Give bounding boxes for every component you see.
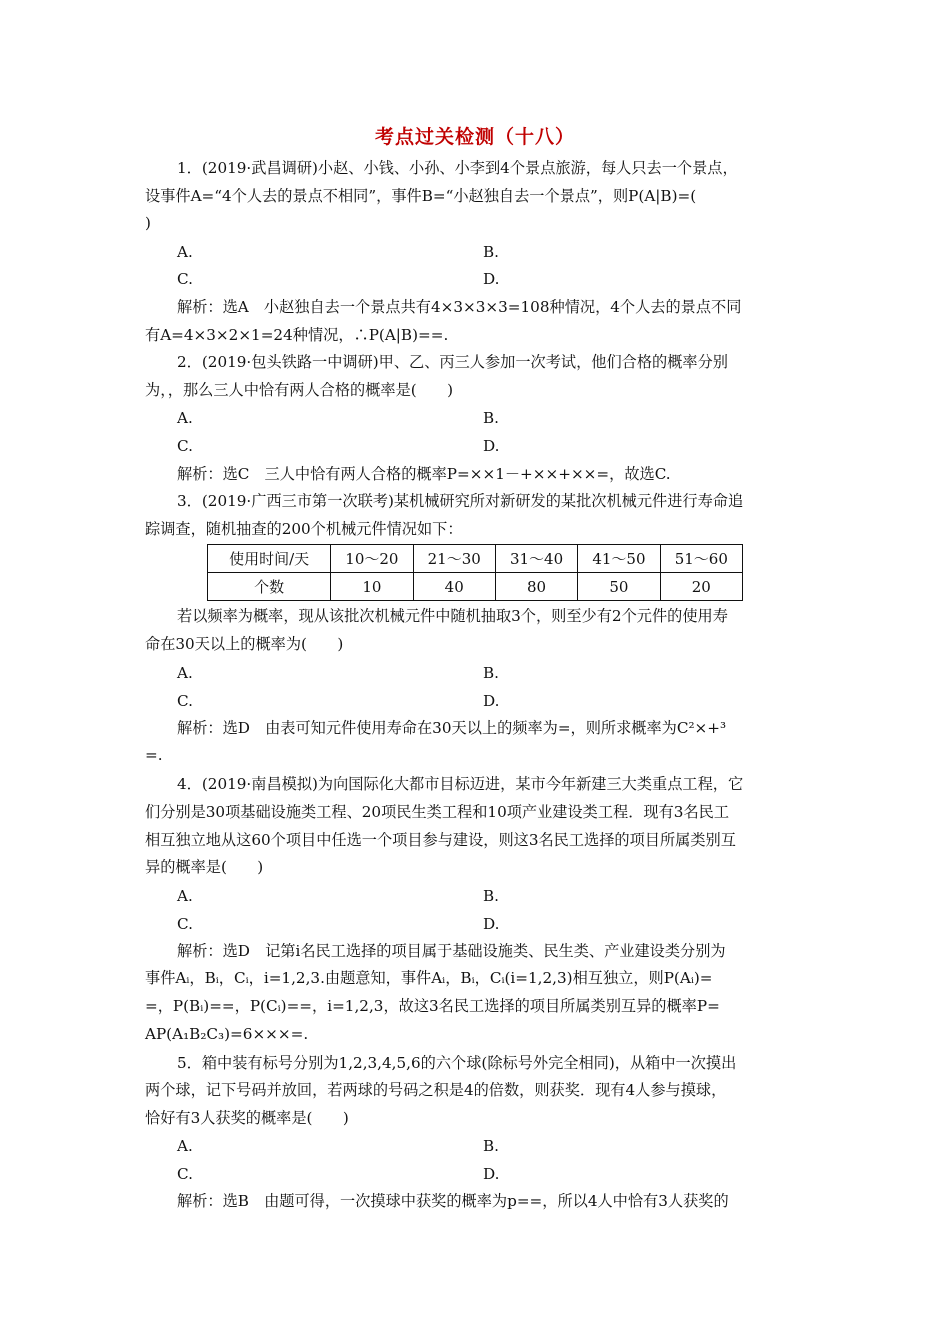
q4-stem-line-4: 异的概率是( ): [145, 858, 264, 876]
q5-option-d: D.: [483, 1165, 500, 1183]
table-cell: 21～30: [413, 545, 495, 573]
q1-option-a: A.: [177, 243, 193, 261]
page-title: 考点过关检测（十八）: [374, 126, 575, 148]
q2-solution-line-1: 解析：选C 三人中恰有两人合格的概率P=××1－+××+××=，故选C.: [177, 465, 671, 483]
q5-option-a: A.: [177, 1137, 193, 1155]
table-row: [208, 573, 743, 601]
table-cell: 80: [495, 573, 577, 601]
q5-stem-line-2: 两个球，记下号码并放回，若两球的号码之积是4的倍数，则获奖．现有4人参与摸球，: [145, 1081, 727, 1099]
table-header-row: [208, 545, 743, 573]
q3-option-b: B.: [483, 664, 499, 682]
q4-option-c: C.: [177, 915, 193, 933]
table-cell: 使用时间/天: [208, 545, 331, 573]
table-cell: 10～20: [331, 545, 413, 573]
q5-option-b: B.: [483, 1137, 499, 1155]
q5-stem-line-3: 恰好有3人获奖的概率是( ): [145, 1109, 349, 1127]
q1-option-b: B.: [483, 243, 499, 261]
lifetime-table: [207, 544, 743, 601]
q4-option-a: A.: [177, 887, 193, 905]
q1-stem-line-2: 设事件A=“4个人去的景点不相同”，事件B=“小赵独自去一个景点”，则P(A|B)=(: [145, 187, 697, 205]
q3-stem-line-4: 命在30天以上的概率为( ): [145, 635, 344, 653]
q1-solution-line-2: 有A=4×3×2×1=24种情况，∴P(A|B)==.: [145, 326, 449, 344]
table-cell: 10: [331, 573, 413, 601]
q4-solution-line-3: =，P(Bᵢ)==，P(Cᵢ)==，i=1,2,3，故这3名民工选择的项目所属类别互异的概率P=: [145, 997, 720, 1015]
table-cell: 31～40: [495, 545, 577, 573]
q2-option-b: B.: [483, 409, 499, 427]
table-cell: 51～60: [660, 545, 742, 573]
q4-solution-line-1: 解析：选D 记第i名民工选择的项目属于基础设施类、民生类、产业建设类分别为: [177, 942, 726, 960]
q5-stem-line-1: 5．箱中装有标号分别为1,2,3,4,5,6的六个球(除标号外完全相同)，从箱中一次摸出: [177, 1054, 737, 1072]
q3-stem-line-3: 若以频率为概率，现从该批次机械元件中随机抽取3个，则至少有2个元件的使用寿: [177, 607, 728, 625]
table-cell: 20: [660, 573, 742, 601]
q3-option-d: D.: [483, 692, 500, 710]
q5-option-c: C.: [177, 1165, 193, 1183]
table-cell: 50: [578, 573, 660, 601]
q4-option-b: B.: [483, 887, 499, 905]
table-cell: 个数: [208, 573, 331, 601]
q4-stem-line-2: 们分别是30项基础设施类工程、20项民生类工程和10项产业建设类工程．现有3名民工: [145, 803, 730, 821]
q1-stem-line-3: ): [145, 214, 151, 232]
q4-stem-line-1: 4．(2019·南昌模拟)为向国际化大都市目标迈进，某市今年新建三大类重点工程，它: [177, 775, 744, 793]
q1-solution-line-1: 解析：选A 小赵独自去一个景点共有4×3×3×3=108种情况，4个人去的景点不同: [177, 298, 742, 316]
q2-stem-line-1: 2．(2019·包头铁路一中调研)甲、乙、丙三人参加一次考试，他们合格的概率分别: [177, 353, 728, 371]
q5-solution-line-1: 解析：选B 由题可得，一次摸球中获奖的概率为p==，所以4人中恰有3人获奖的: [177, 1192, 729, 1210]
q4-stem-line-3: 相互独立地从这60个项目中任选一个项目参与建设，则这3名民工选择的项目所属类别互: [145, 831, 736, 849]
q3-option-a: A.: [177, 664, 193, 682]
q3-stem-line-2: 踪调查，随机抽查的200个机械元件情况如下：: [145, 520, 463, 538]
q2-option-c: C.: [177, 437, 193, 455]
q1-stem-line-1: 1．(2019·武昌调研)小赵、小钱、小孙、小李到4个景点旅游，每人只去一个景点，: [177, 159, 738, 177]
q3-stem-line-1: 3．(2019·广西三市第一次联考)某机械研究所对新研发的某批次机械元件进行寿命追: [177, 492, 744, 510]
q2-stem-line-2: 为，，那么三人中恰有两人合格的概率是( ): [145, 381, 454, 399]
q4-solution-line-4: AP(A₁B₂C₃)=6×××=.: [145, 1025, 309, 1043]
table-cell: 41～50: [578, 545, 660, 573]
q4-solution-line-2: 事件Aᵢ，Bᵢ，Cᵢ，i=1,2,3.由题意知，事件Aᵢ，Bᵢ，Cᵢ(i=1,2,3)相互独立，则P(Aᵢ)=: [145, 969, 713, 987]
q3-solution-line-2: =.: [145, 746, 163, 764]
table-cell: 40: [413, 573, 495, 601]
q2-option-d: D.: [483, 437, 500, 455]
q1-option-c: C.: [177, 270, 193, 288]
q3-solution-line-1: 解析：选D 由表可知元件使用寿命在30天以上的频率为=，则所求概率为C²×+³: [177, 719, 727, 737]
q1-option-d: D.: [483, 270, 500, 288]
q2-option-a: A.: [177, 409, 193, 427]
q3-option-c: C.: [177, 692, 193, 710]
q4-option-d: D.: [483, 915, 500, 933]
